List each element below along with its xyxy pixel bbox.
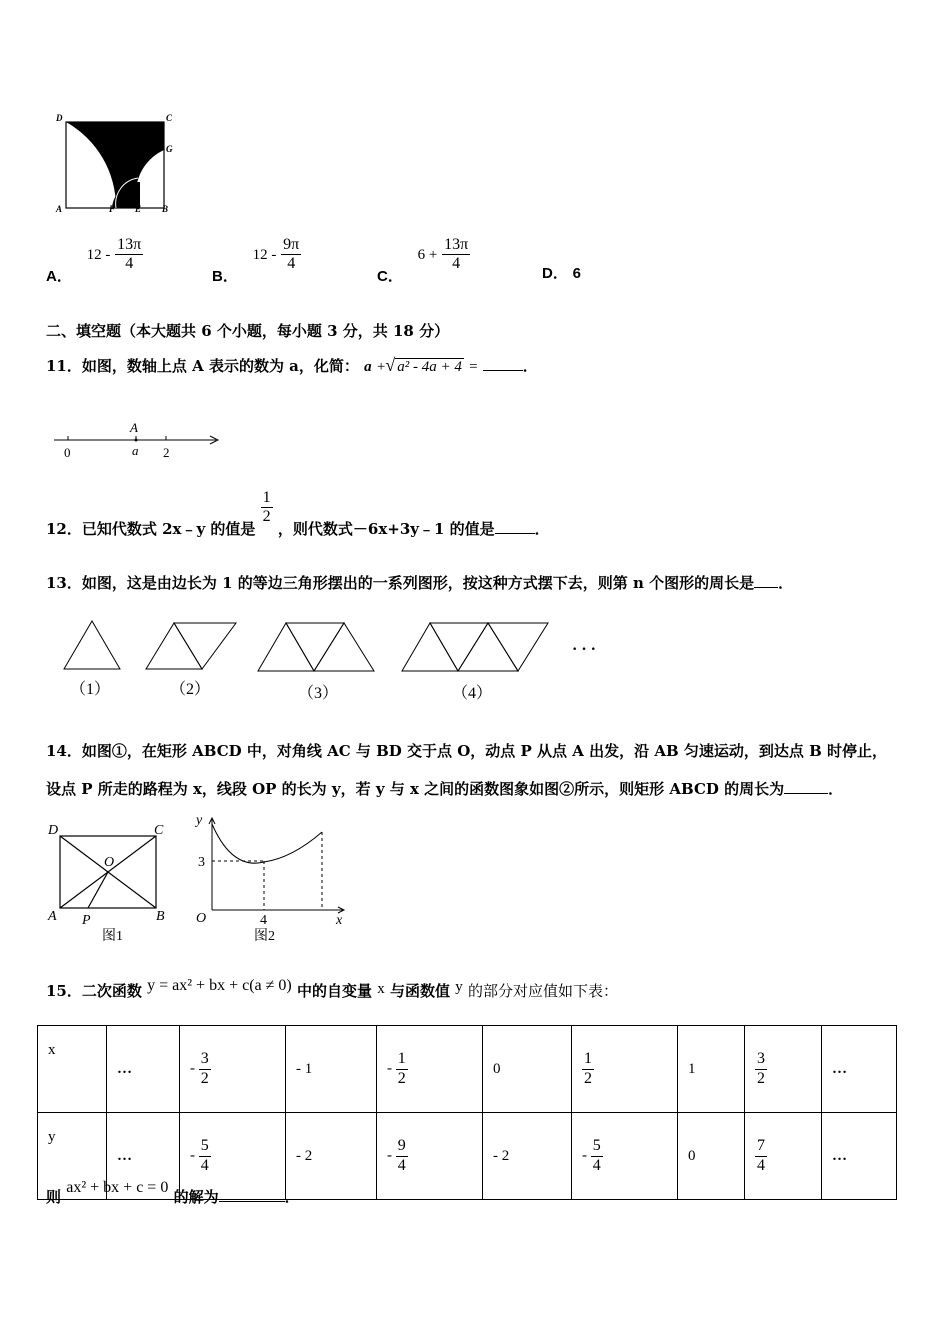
triangle-patterns — [56, 615, 636, 707]
section-2-title: 二、填空题（本大题共 6 个小题，每小题 3 分，共 18 分） — [46, 322, 450, 340]
label-C: C — [166, 113, 173, 123]
label-E: E — [135, 204, 142, 214]
label-F: F — [109, 204, 116, 214]
tick-0-label: 0 — [64, 445, 71, 460]
table-cell: 0 — [483, 1026, 572, 1113]
table-cell: 1 — [678, 1026, 745, 1113]
label-D: D — [56, 113, 63, 123]
number-line — [50, 418, 230, 464]
table-cell: … — [107, 1026, 180, 1113]
table-cell: y — [38, 1113, 107, 1200]
option-c[interactable]: C． 6 + $\frac{13\pi}{4}$ — [377, 236, 469, 285]
table-cell: - $\frac{5}{4}$ — [572, 1113, 678, 1200]
label-A: A — [56, 204, 63, 214]
ellipsis: · · · — [572, 641, 597, 658]
fig1-C: C — [154, 823, 164, 838]
fig2-caption: 图2 — [254, 929, 275, 944]
table-cell: - 2 — [483, 1113, 572, 1200]
tick-a-label: a — [132, 443, 139, 458]
fig1-D: D — [48, 823, 59, 838]
figure-label-3: （3） — [298, 685, 339, 702]
table-cell: - $\frac{3}{2}$ — [180, 1026, 286, 1113]
table-cell: x — [38, 1026, 107, 1113]
table-cell: $\frac{7}{4}$ — [745, 1113, 822, 1200]
question-15-answer-line: 则 ax² + bx + c = 0 的解为 ． — [46, 1179, 300, 1206]
fig1-B: B — [156, 909, 165, 924]
option-b[interactable]: B． 12 - $\frac{9\pi}{4}$ — [212, 236, 300, 285]
figure-label-4: （4） — [452, 685, 493, 702]
q14-figure-2 — [192, 812, 352, 946]
label-G: G — [166, 144, 173, 154]
point-A-label: A — [130, 420, 138, 435]
fig1-caption: 图1 — [102, 929, 123, 944]
table-cell: - $\frac{5}{4}$ — [180, 1113, 286, 1200]
fig2-O: O — [196, 911, 207, 926]
question-14-line2: 设点 P 所走的路程为 x，线段 OP 的长为 y，若 y 与 x 之间的函数图象如图②所示，则矩形 ABCD 的周长为 ． — [46, 780, 844, 798]
table-row-x — [38, 1026, 897, 1113]
table-cell: - 2 — [286, 1113, 377, 1200]
fig1-A: A — [48, 909, 57, 924]
tick-2-label: 2 — [163, 445, 170, 460]
question-12: 12．已知代数式 2x﹣y 的值是 $\frac{1}{2}$ ，则代数式－6x+3y﹣1 的值是 ． — [46, 489, 550, 538]
table-cell: … — [107, 1113, 180, 1200]
table-cell: - 1 — [286, 1026, 377, 1113]
value-table — [37, 1025, 897, 1206]
question-14-line1: 14．如图①，在矩形 ABCD 中，对角线 AC 与 BD 交于点 O，动点 P 从点 A 出发，沿 AB 匀速运动，到达点 B 时停止， — [46, 742, 887, 760]
option-a[interactable]: A． 12 - $\frac{13\pi}{4}$ — [46, 236, 142, 285]
fig1-P: P — [82, 913, 91, 928]
q14-figure-1 — [46, 818, 176, 946]
table-cell: $\frac{1}{2}$ — [572, 1026, 678, 1113]
fig1-O: O — [104, 855, 115, 870]
table-cell: - $\frac{1}{2}$ — [377, 1026, 483, 1113]
table-cell: … — [822, 1026, 897, 1113]
figure-label-1: （1） — [70, 681, 111, 698]
q10-figure — [50, 112, 180, 214]
question-15: 15．二次函数 y = ax² + bx + c(a ≠ 0) 中的自变量 x 与函数值 y 的部分对应值如下表： — [46, 977, 618, 1000]
figure-label-2: （2） — [170, 681, 211, 698]
fig2-4: 4 — [260, 913, 267, 928]
question-13: 13．如图，这是由边长为 1 的等边三角形摆出的一系列图形，按这种方式摆下去，则第 n 个图形的周长是 ． — [46, 574, 794, 592]
table-cell: … — [822, 1113, 897, 1200]
fig2-3: 3 — [198, 855, 205, 870]
label-B: B — [162, 204, 169, 214]
table-cell: - $\frac{9}{4}$ — [377, 1113, 483, 1200]
fig2-y: y — [196, 813, 203, 828]
table-cell: 0 — [678, 1113, 745, 1200]
table-cell: $\frac{3}{2}$ — [745, 1026, 822, 1113]
question-11: 11．如图，数轴上点 A 表示的数为 a，化简： a +√ a² - 4a + 4 = ． — [46, 355, 538, 375]
option-d[interactable]: D． 6 — [542, 265, 581, 282]
fig2-x: x — [336, 913, 343, 928]
